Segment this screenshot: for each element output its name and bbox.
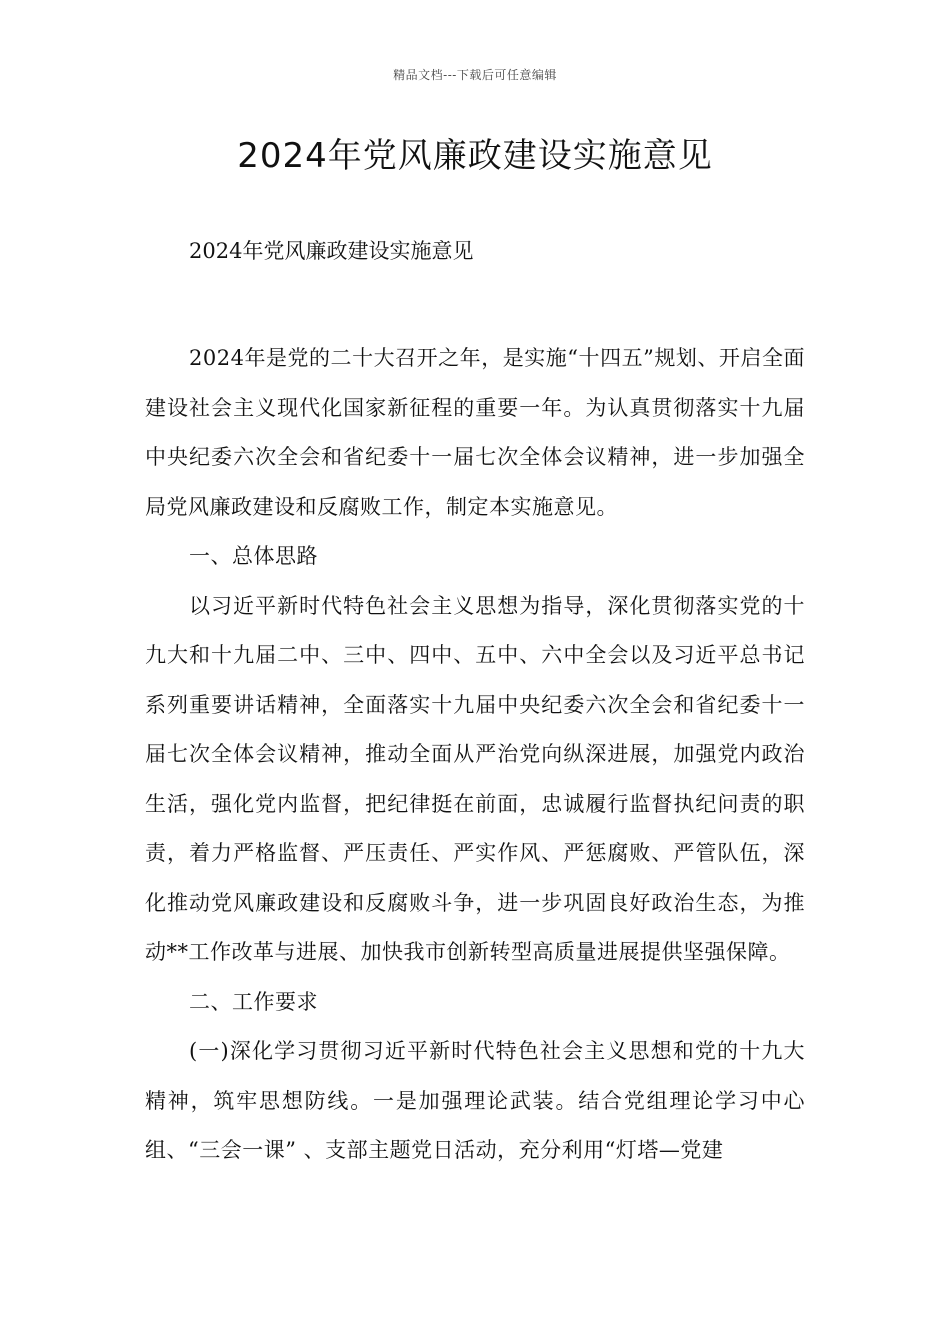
paragraph-overall-approach: 以习近平新时代特色社会主义思想为指导，深化贯彻落实党的十九大和十九届二中、三中、四中、五中、六中全会以及习近平总书记系列重要讲话精神，全面落实十九届中央纪委六次全会和省纪委十一届七次全体会议精神，推动全面从严治党向纵深进展，加强党内政治生活，强化党内监督，把纪律挺在前面，忠诚履行监督执纪问责的职责，着力严格监督、严压责任、严实作风、严惩腐败、严管队伍，深化推动党风廉政建设和反腐败斗争，进一步巩固良好政治生态，为推动**工作改革与进展、加快我市创新转型高质量进展提供坚强保障。 [145,593,805,964]
document-subtitle: 2024年党风廉政建设实施意见 [189,239,474,263]
section-heading-overall-approach: 一、总体思路 [189,544,318,568]
paragraph-requirement-1: (一)深化学习贯彻习近平新时代特色社会主义思想和党的十九大精神，筑牢思想防线。一是加强理论武装。结合党组理论学习中心组、“三会一课” 、支部主题党日活动，充分利用“灯塔—党建 [145,1039,805,1162]
blank-line [145,270,805,334]
document-title: 2024年党风廉政建设实施意见 [237,136,713,176]
paragraph-intro: 2024年是党的二十大召开之年，是实施“十四五”规划、开启全面建设社会主义现代化国家新征程的重要一年。为认真贯彻落实十九届中央纪委六次全会和省纪委十一届七次全体会议精神，进一步加强全局党风廉政建设和反腐败工作，制定本实施意见。 [145,346,805,519]
section-heading-work-requirements: 二、工作要求 [189,989,318,1014]
header-note: 精品文档---下载后可任意编辑 [393,68,557,82]
document-body [145,232,805,1176]
